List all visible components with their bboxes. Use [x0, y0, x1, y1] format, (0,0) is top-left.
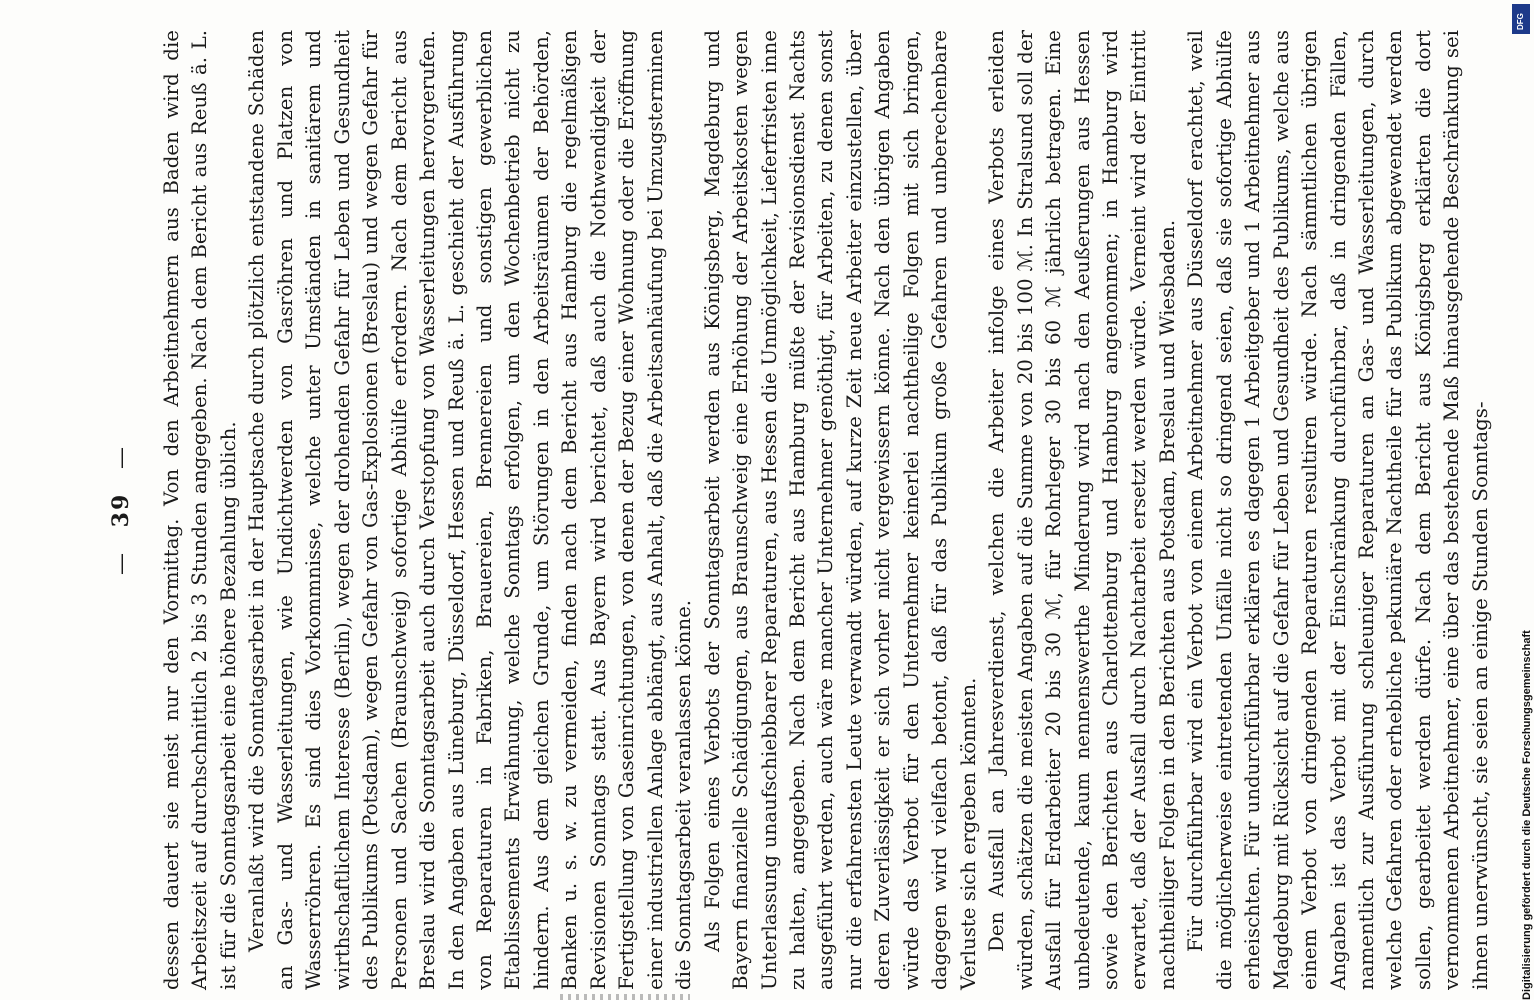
paragraph-causes: Veranlaßt wird die Sonntagsarbeit in der Hauptsache durch plötzlich entstandene Schäden an Gas- und Wasserleitungen, wie Undichtwerden von Gasröhren und Platzen von Wasserröhren. Es sind dies Vorkommnisse, welche unter Umständen in sanitärem und wirthschaftlichem Interesse (Berlin), wegen der drohenden Gefahr für Leben und Gesundheit des Publikums (Potsdam), wegen Gefahr von Gas-Explosionen (Breslau) und wegen Gefahr für Personen und Sachen (Braunschweig) sofortige Abhülfe erfordern. Nach dem Bericht aus Breslau wird die Sonntagsarbeit auch durch Verstopfung von Wasserleitungen hervorgerufen. In den Angaben aus Lüneburg, Düsseldorf, Hessen und Reuß ä. L. geschieht der Ausführung von Reparaturen in Fabriken, Brauereien, Brennereien und sonstigen gewerblichen Etablissements Erwähnung, welche Sonntags erfolgen, um den Wochenbetrieb nicht zu hindern. Aus dem gleichen Grunde, um Störungen in den Arbeitsräumen der Behörden, Banken u. s. w. zu vermeiden, finden nach dem Bericht aus Hamburg die regelmäßigen Revisionen Sonntags statt. Aus Bayern wird berichtet, daß auch die Nothwendigkeit der Fertigstellung von Gaseinrichtungen, von denen der Bezug einer Wohnung oder die Eröffnung einer industriellen Anlage abhängt, aus Anhalt, daß die Arbeitsanhäufung bei Umzugsterminen die Sonntagsarbeit veranlassen könne. — [245, 30, 696, 990]
digitization-sidebar — [1508, 0, 1534, 1000]
dfg-logo-text: DFG — [1516, 13, 1525, 30]
page-header — [100, 30, 134, 990]
digitization-credit: Digitalisierung gefördert durch die Deutsche Forschungsgemeinschaft — [1521, 630, 1533, 1000]
paragraph-feasibility: Für durchführbar wird ein Verbot von einem Arbeitnehmer aus Düsseldorf erachtet, weil die möglicherweise eintretenden Unfälle nicht so dringend seien, daß sie sofortige Abhülfe erheischten. Für undurchführbar erklären es dagegen 1 Arbeitgeber und 1 Arbeitnehmer aus Magdeburg mit Rücksicht auf die Gefahr für Leben und Gesundheit des Publikums, welche aus einem Verbot von dringenden Reparaturen resultiren würde. Nach sämmtlichen übrigen Angaben ist das Verbot mit der Einschränkung durchführbar, daß in dringenden Fällen, namentlich zur Ausführung schleuniger Reparaturen an Gas- und Wasserleitungen, durch welche Gefahren oder erhebliche pekuniäre Nachtheile für das Publikum abgewendet werden sollen, gearbeitet werden dürfe. Nach dem Bericht aus Königsberg erklärten die dort vernommenen Arbeitnehmer, eine über das bestehende Maß hinausgehende Beschränkung sei ihnen unerwünscht, sie seien an einige Stunden Sonntags- — [1184, 30, 1492, 990]
paragraph-continuation: dessen dauert sie meist nur den Vormittag. Von den Arbeitnehmern aus Baden wird die Arbeitszeit auf durchschnittlich 2 bis 3 Stunden angegeben. Nach dem Bericht aus Reuß ä. L. ist für die Sonntagsarbeit eine höhere Bezahlung üblich. — [160, 30, 240, 990]
body-text — [158, 30, 1495, 990]
scan-edge-marks — [560, 994, 690, 1000]
paragraph-income-loss: Den Ausfall an Jahresverdienst, welchen die Arbeiter infolge eines Verbots erleiden würden, schätzen die meisten Angaben auf die Summe von 20 bis 100 ℳ. In Stralsund soll der Ausfall für Erdarbeiter 20 bis 30 ℳ, für Rohrleger 30 bis 60 ℳ jährlich betragen. Eine unbedeutende, kaum nennenswerthe Minderung wird nach den Aeußerungen aus Hessen sowie den Berichten aus Charlottenburg und Hamburg angenommen; in Hamburg wird erwartet, daß der Ausfall durch Nachtarbeit ersetzt werden würde. Verneint wird der Eintritt nachtheiliger Folgen in den Berichten aus Potsdam, Breslau und Wiesbaden. — [985, 30, 1179, 990]
page-number: 39 — [108, 492, 134, 528]
header-dash-right: — — [109, 445, 134, 470]
dfg-logo — [1512, 4, 1530, 34]
paragraph-consequences: Als Folgen eines Verbots der Sonntagsarbeit werden aus Königsberg, Magdeburg und Bayern finanzielle Schädigungen, aus Braunschweig eine Erhöhung der Arbeitskosten wegen Unterlassung unaufschiebbarer Reparaturen, aus Hessen die Unmöglichkeit, Lieferfristen inne zu halten, angegeben. Nach dem Bericht aus Hamburg müßte der Revisionsdienst Nachts ausgeführt werden, auch wäre mancher Unternehmer genöthigt, für Arbeiten, zu denen sonst nur die erfahrensten Leute verwandt würden, auf kurze Zeit neue Arbeiter einzustellen, über deren Zuverlässigkeit er sich vorher nicht vergewissern könne. Nach den übrigen Angaben würde das Verbot für den Unternehmer keinerlei nachtheilige Folgen mit sich bringen, dagegen wird vielfach betont, daß für das Publikum große Gefahren und unberechenbare Verluste sich ergeben könnten. — [700, 30, 980, 990]
rotated-page-content — [100, 30, 1490, 990]
header-dash-left: — — [109, 550, 134, 575]
